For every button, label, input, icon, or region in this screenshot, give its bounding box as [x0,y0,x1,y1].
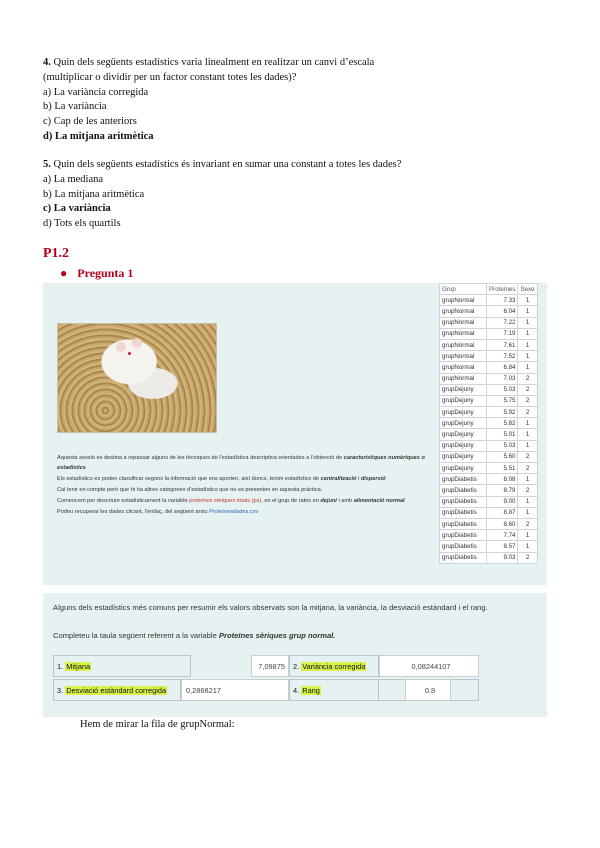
question-number: 5. [43,159,51,170]
field-number: 2. [293,661,300,671]
table-cell: 2 [518,395,537,406]
table-cell: grupNormal [440,295,487,306]
correct-option: d) La mitjana aritmètica [43,130,154,142]
desc-text: Cal tenir en compte però que hi ha altres categories d’estadístics que no es presenten en aquesta pràctica. [57,486,323,493]
variance-input[interactable]: 0,08244107 [379,655,479,677]
table-row [440,496,538,507]
table-cell: 5.03 [487,384,518,395]
question-4 [43,56,563,145]
section-heading: P1.2 [43,246,70,261]
table-cell: 7.52 [487,351,518,362]
table-cell: 8.87 [487,507,518,518]
table-header-row [440,284,538,295]
desc-text: i amb [338,497,353,504]
desc-emph: centralització [320,475,357,482]
table-cell: 5.60 [487,451,518,462]
answer-screenshot [43,593,547,717]
option-a: a) La mediana [43,173,104,185]
table-row [440,552,538,563]
question-text: Quin dels següents estadístics és invariant en sumar una constant a totes les dades? [53,159,402,170]
table-cell: grupDiabetis [440,518,487,529]
table-cell: grupDiabetis [440,474,487,485]
mean-label [53,655,191,677]
table-cell: 1 [518,317,537,328]
table-row [440,451,538,462]
closing-text: Hem de mirar la fila de grupNormal: [80,719,235,730]
question-text-cont: (multiplicar o dividir per un factor constant totes les dades)? [43,71,297,83]
table-row [440,440,538,451]
column-header: Proteïnes [487,284,518,295]
option-d: d) Tots els quartils [43,218,121,230]
table-cell: 1 [518,474,537,485]
table-cell: 7.22 [487,317,518,328]
table-row [440,530,538,541]
table-cell: 9.00 [487,496,518,507]
table-cell: 2 [518,384,537,395]
table-cell: grupNormal [440,373,487,384]
desc-emph: alimentació normal [353,497,405,504]
option-b: b) La mitjana aritmètica [43,188,145,200]
field-label: Rang [302,685,320,695]
table-cell: 2 [518,451,537,462]
table-cell: 2 [518,552,537,563]
desc-emph: dejuni [320,497,337,504]
desc-text: Els estadístics es poden classificar segons la informació que ens aporten, així doncs, tenim estadístics de [57,475,320,482]
table-row [440,429,538,440]
table-cell: 1 [518,339,537,350]
table-cell: 5.03 [487,440,518,451]
table-cell: 7.03 [487,373,518,384]
table-cell: 8.57 [487,541,518,552]
table-cell: grupDejuny [440,418,487,429]
sd-label [53,679,181,701]
table-row [440,407,538,418]
answer-grid [53,655,479,705]
table-cell: 2 [518,463,537,474]
table-cell: 5.51 [487,463,518,474]
table-cell: grupDiabetis [440,485,487,496]
table-cell: grupDejuny [440,384,487,395]
field-label: Variància corregida [302,661,366,671]
range-input[interactable]: 0.8 [405,679,451,701]
table-cell: grupDejuny [440,407,487,418]
table-cell: grupDejuny [440,395,487,406]
question-text: Quin dels següents estadístics varia linealment en realitzar un canvi d’escala [53,57,375,68]
field-number: 3. [57,685,64,695]
instruction-lead: Completeu la taula següent referent a la variable [53,631,217,640]
table-cell: 1 [518,351,537,362]
table-cell: 5.75 [487,395,518,406]
table-row [440,418,538,429]
table-cell: 2 [518,518,537,529]
table-cell: grupNormal [440,317,487,328]
table-cell: 1 [518,541,537,552]
table-cell: 5.92 [487,407,518,418]
column-header: Sexe [518,284,537,295]
rat-ear [116,342,126,352]
table-cell: grupNormal [440,306,487,317]
desc-emph: característiques numèriques o estadístics [57,455,425,471]
sd-input[interactable]: 0,2868217 [181,679,289,701]
desc-text: Aquesta sessió es destina a repassar alguns de les tècniques de l’estadística descriptiva orientades a l’obtenció de [57,455,343,461]
table-row [440,306,538,317]
field-number: 4. [293,685,300,695]
table-cell: grupDiabetis [440,541,487,552]
table-cell: grupDiabetis [440,507,487,518]
table-cell: grupNormal [440,328,487,339]
table-row [440,317,538,328]
table-cell: grupDejuny [440,429,487,440]
table-cell: 7.61 [487,339,518,350]
column-header: Grup [440,284,487,295]
table-cell: 1 [518,496,537,507]
table-cell: 1 [518,306,537,317]
option-a: a) La variància corregida [43,86,149,98]
table-row [440,362,538,373]
table-cell: grupDiabetis [440,496,487,507]
data-table [439,283,538,564]
bullet-label: Pregunta 1 [77,266,134,280]
variable-name: proteïnes sèriques totals (ps) [189,497,262,504]
variance-label [289,655,379,677]
table-row [440,541,538,552]
table-cell: 6.84 [487,362,518,373]
table-cell: 2 [518,407,537,418]
table-cell: grupNormal [440,351,487,362]
table-cell: grupDejuny [440,451,487,462]
option-c: c) Cap de les anteriors [43,116,137,128]
table-cell: 1 [518,418,537,429]
rat-eye [128,352,131,355]
table-row [440,463,538,474]
desc-emph: dispersió [360,475,386,482]
table-row [440,485,538,496]
exercise-description [57,454,442,519]
table-cell: grupDiabetis [440,552,487,563]
table-row [440,518,538,529]
table-row [440,507,538,518]
desc-text: i [358,475,360,482]
table-cell: 1 [518,362,537,373]
field-label: Desviació estàndard corregida [66,685,167,695]
table-cell: grupDejuny [440,440,487,451]
desc-text: Podeu recuperar les dades clicant, l’enllaç, del següent arxiu [57,508,208,515]
question-number: 4. [43,57,51,68]
table-cell: 5.01 [487,429,518,440]
table-cell: 6.04 [487,306,518,317]
table-cell: 7.74 [487,530,518,541]
table-row [440,351,538,362]
table-row [440,384,538,395]
instruction-text [53,631,335,640]
table-cell: grupNormal [440,362,487,373]
field-number: 1. [57,661,64,671]
table-cell: 1 [518,530,537,541]
question-5 [43,158,563,232]
table-cell: 8.08 [487,474,518,485]
table-row [440,373,538,384]
table-row [440,395,538,406]
table-cell: 1 [518,507,537,518]
desc-text: , en el grup de rates en [261,497,319,504]
table-cell: 7.19 [487,328,518,339]
table-cell: 5.82 [487,418,518,429]
table-row [440,339,538,350]
field-label: Mitjana [66,661,91,671]
table-cell: 8.79 [487,485,518,496]
intro-text: Alguns dels estadístics més comuns per resumir els valors observats son la mitjana, la variància, la desviació estàndard i el rang. [53,603,488,612]
table-cell: 1 [518,328,537,339]
bullet-item [60,266,133,281]
table-cell: 8.60 [487,518,518,529]
table-cell: 7.33 [487,295,518,306]
rat-photo [57,323,217,433]
table-row [440,328,538,339]
table-row [440,474,538,485]
mean-input[interactable]: 7,09875 [251,655,289,677]
range-label [289,679,379,701]
table-cell: 1 [518,429,537,440]
desc-text: Comencem per descriure estadísticament la variable [57,497,188,504]
instruction-variable: Proteïnes sèriques grup normal. [218,631,336,640]
correct-option: c) La variància [43,203,111,215]
option-b: b) La variància [43,101,107,113]
table-cell: 2 [518,373,537,384]
bullet-icon: ● [60,266,68,280]
rat-ear [132,338,142,348]
table-row [440,295,538,306]
data-file-link[interactable]: Proteïnesdades.csv [209,508,259,515]
table-cell: 1 [518,295,537,306]
table-cell: grupDejuny [440,463,487,474]
table-cell: grupNormal [440,339,487,350]
table-cell: 2 [518,485,537,496]
exercise-screenshot [43,283,547,585]
table-cell: 9.03 [487,552,518,563]
table-cell: 1 [518,440,537,451]
table-cell: grupDiabetis [440,530,487,541]
